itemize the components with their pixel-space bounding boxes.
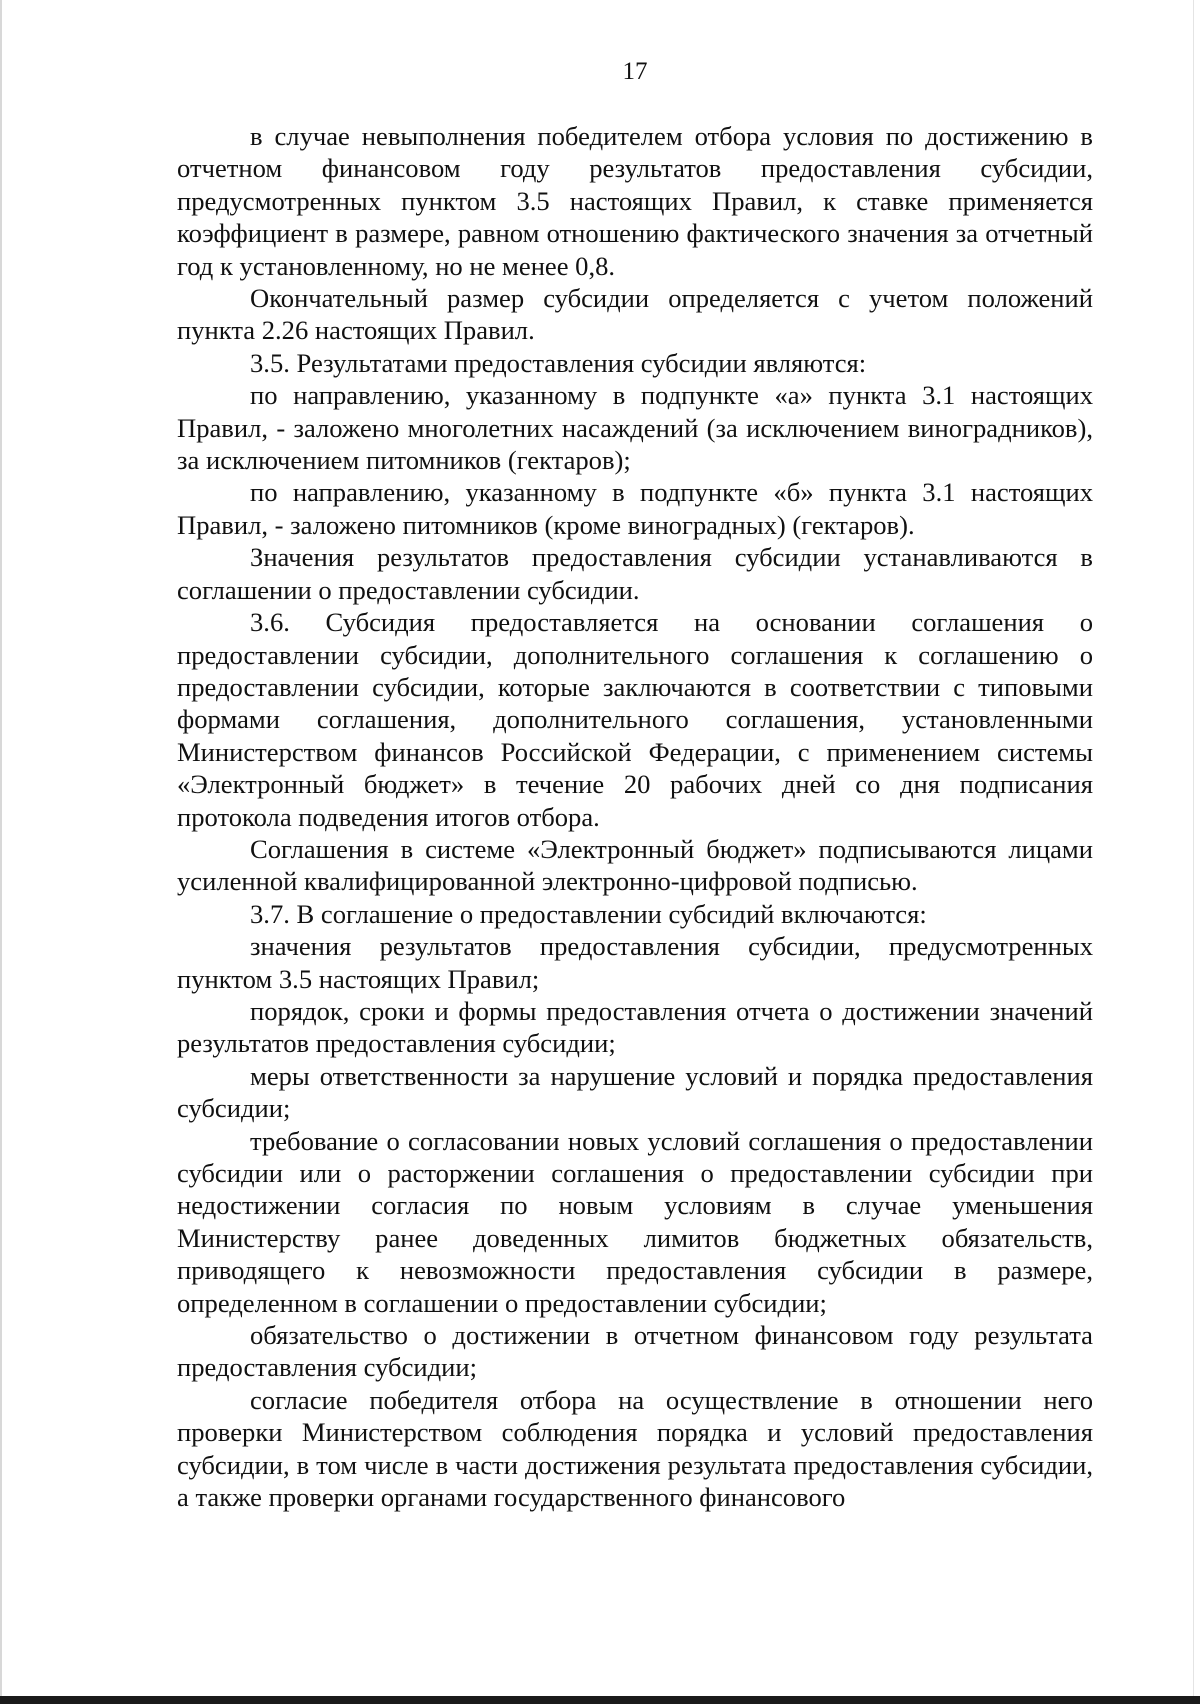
paragraph-result-a: по направлению, указанному в подпункте «а» пункта 3.1 настоящих Правил, - заложено многолетних насаждений (за исключением виноградников), за исключением питомников (гектаров); [177, 380, 1093, 476]
scan-edge-bottom [0, 1696, 1200, 1704]
list-item-liability: меры ответственности за нарушение условий и порядка предоставления субсидии; [177, 1060, 1093, 1124]
paragraph-3-7-heading: 3.7. В соглашение о предоставлении субсидий включаются: [250, 898, 927, 929]
paragraph-final-amount: Окончательный размер субсидии определяется с учетом положений пункта 2.26 настоящих Правил. [177, 283, 1093, 346]
list-item-report-procedure: порядок, сроки и формы предоставления отчета о достижении значений результатов предоставления субсидии; [177, 995, 1093, 1059]
list-item-consent-inspection: согласие победителя отбора на осуществление в отношении него проверки Министерством соблюдения порядка и условий предоставления субсидии, в том числе в части достижения результата предоставления субсидии, а также проверки органами государственного финансового [177, 1384, 1093, 1513]
paragraph-3-5-heading: 3.5. Результатами предоставления субсидии являются: [250, 347, 867, 378]
list-item-result-values: значения результатов предоставления субсидии, предусмотренных пунктом 3.5 настоящих Правил; [177, 931, 1093, 994]
paragraph-3-6: 3.6. Субсидия предоставляется на основании соглашения о предоставлении субсидии, дополнительного соглашения к соглашению о предоставлении субсидии, которые заключаются в соответствии с типовыми формами соглашения, дополнительного соглашения, установленными Министерством финансов Российской Федерации, с применением системы «Электронный бюджет» в течение 20 рабочих дней со дня подписания протокола подведения итогов отбора. [177, 607, 1093, 832]
list-item-obligation: обязательство о достижении в отчетном финансовом году результата предоставления субсидии; [177, 1320, 1093, 1383]
paragraph-signatures: Соглашения в системе «Электронный бюджет» подписываются лицами усиленной квалифицированной электронно-цифровой подписью. [177, 833, 1093, 897]
paragraph-result-values: Значения результатов предоставления субсидии устанавливаются в соглашении о предоставлении субсидии. [177, 542, 1093, 605]
page-number: 17 [622, 58, 648, 85]
scan-edge-left [0, 0, 2, 1704]
scan-edge-right [1193, 0, 1194, 1704]
list-item-new-conditions: требование о согласовании новых условий соглашения о предоставлении субсидии или о расторжении соглашения о предоставлении субсидии при недостижении согласия по новым условиям в случае уменьшения Министерству ранее доведенных лимитов бюджетных обязательств, приводящего к невозможности предоставления субсидии в размере, определенном в соглашении о предоставлении субсидии; [177, 1125, 1093, 1318]
paragraph-result-b: по направлению, указанному в подпункте «б» пункта 3.1 настоящих Правил, - заложено питомников (кроме виноградных) (гектаров). [177, 477, 1093, 540]
document-body [177, 120, 1093, 1513]
paragraph-reduction-coefficient: в случае невыполнения победителем отбора условия по достижению в отчетном финансовом году результатов предоставления субсидии, предусмотренных пунктом 3.5 настоящих Правил, к ставке применяется коэффициент в размере, равном отношению фактического значения за отчетный год к установленному, но не менее 0,8. [177, 121, 1093, 281]
